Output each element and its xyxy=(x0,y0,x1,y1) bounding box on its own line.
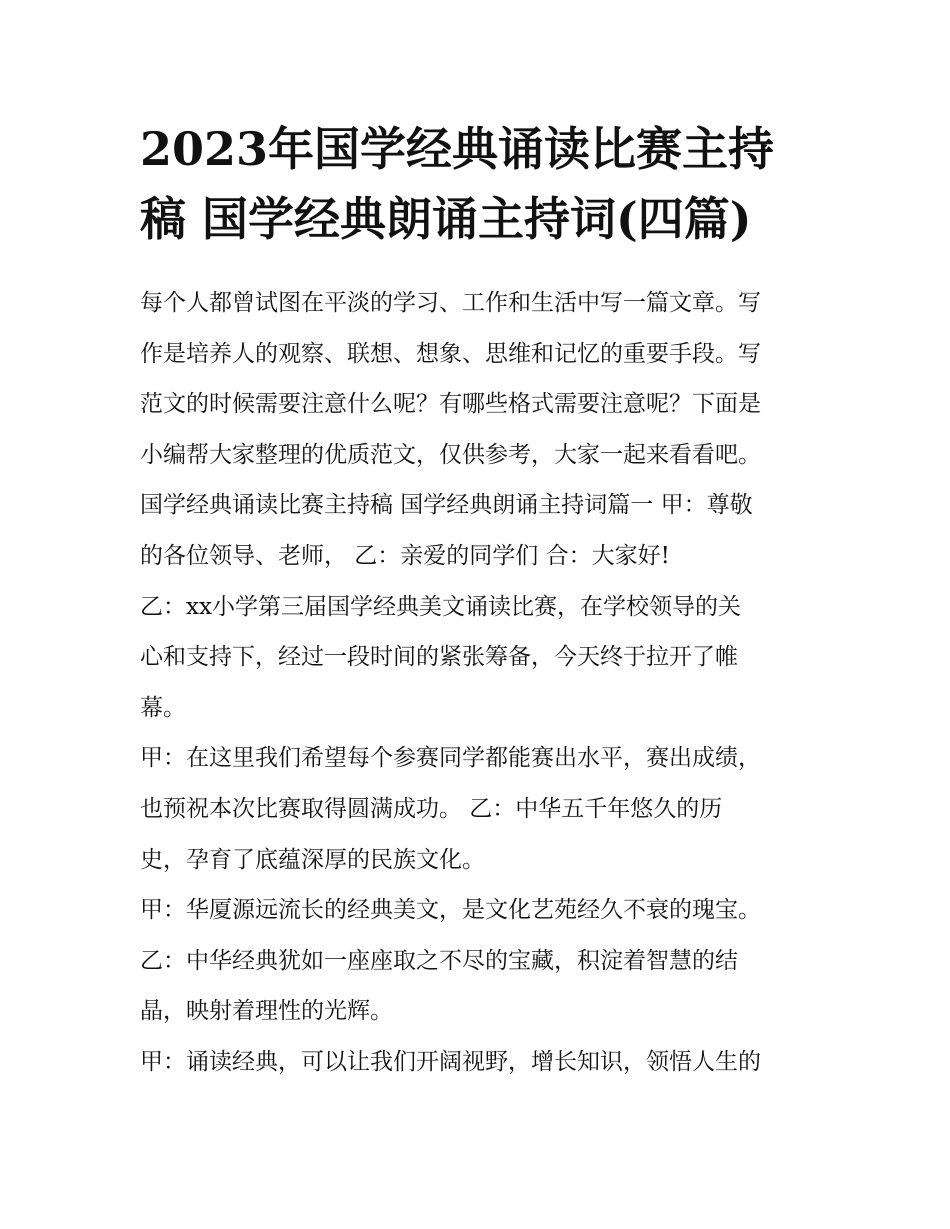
body-line: 甲：华厦源远流长的经典美文，是文化艺苑经久不衰的瑰宝。 xyxy=(140,897,761,924)
body-line: 范文的时候需要注意什么呢？有哪些格式需要注意呢？下面是 xyxy=(140,391,761,418)
body-line: 国学经典诵读比赛主持稿 国学经典朗诵主持词篇一 甲：尊敬 xyxy=(140,492,753,519)
document-title xyxy=(140,114,820,254)
body-line: 小编帮大家整理的优质范文，仅供参考，大家一起来看看吧。 xyxy=(140,441,761,468)
body-line: 乙：中华经典犹如一座座取之不尽的宝藏，积淀着智慧的结 xyxy=(140,947,738,974)
body-line: 的各位领导、老师， 乙：亲爱的同学们 合：大家好! xyxy=(140,542,670,569)
title-line: 2023年国学经典诵读比赛主持 xyxy=(140,122,775,176)
body-line: 史，孕育了底蕴深厚的民族文化。 xyxy=(140,846,485,873)
body-line: 心和支持下，经过一段时间的紧张筹备，今天终于拉开了帷 xyxy=(140,644,738,671)
body-line: 也预祝本次比赛取得圆满成功。 乙：中华五千年悠久的历 xyxy=(140,795,723,822)
title-line: 稿 国学经典朗诵主持词(四篇) xyxy=(140,192,752,246)
body-line: 晶，映射着理性的光辉。 xyxy=(140,998,393,1025)
body-line: 甲：在这里我们希望每个参赛同学都能赛出水平，赛出成绩， xyxy=(140,745,761,772)
body-line: 幕。 xyxy=(140,694,186,721)
body-line: 作是培养人的观察、联想、想象、思维和记忆的重要手段。写 xyxy=(140,340,761,367)
body-line: 甲：诵读经典，可以让我们开阔视野，增长知识，领悟人生的 xyxy=(140,1048,761,1075)
body-line: 乙：xx小学第三届国学经典美文诵读比赛，在学校领导的关 xyxy=(140,593,741,620)
body-line: 每个人都曾试图在平淡的学习、工作和生活中写一篇文章。写 xyxy=(140,290,761,316)
document-body xyxy=(140,278,820,1088)
